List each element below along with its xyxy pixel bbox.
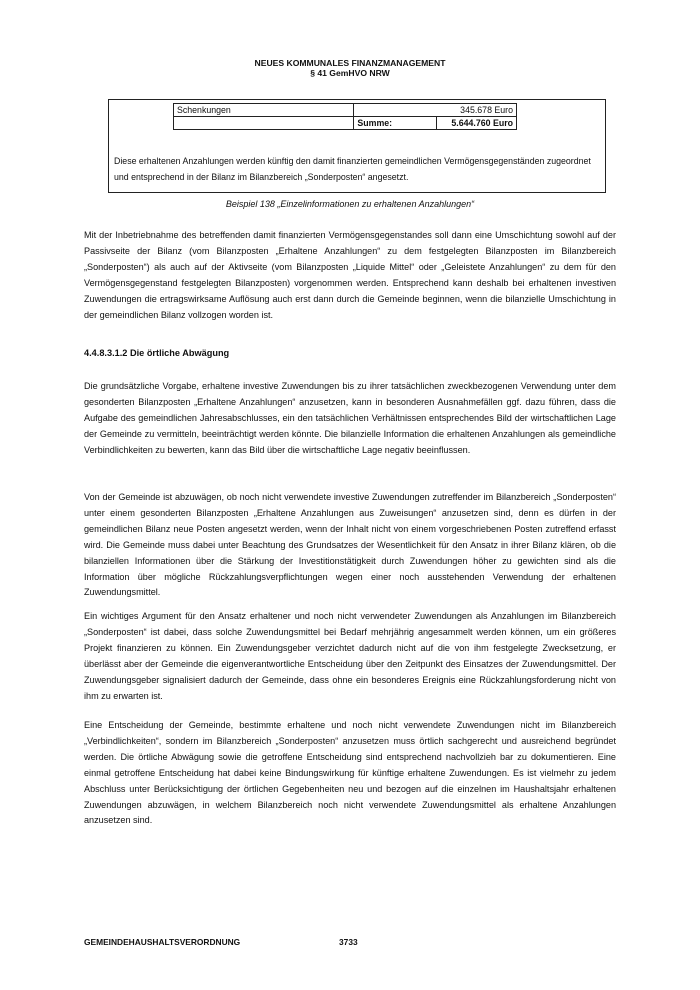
example-note: Diese erhaltenen Anzahlungen werden künftig den damit finanzierten gemeindlichen Vermögensgegenständen zugeordnet und entsprechend in der Bilanz im Bilanzbereich „Sonderposten“ angesetzt.: [114, 156, 591, 182]
table-cell-sum-label: Summe:: [354, 117, 437, 130]
table-cell-value: 345.678 Euro: [437, 104, 517, 117]
table-cell-label: Schenkungen: [174, 104, 354, 117]
table-cell-label: [174, 117, 354, 130]
table-cell-sum-label: [354, 104, 437, 117]
table-cell-value: 5.644.760 Euro: [437, 117, 517, 130]
paragraph: Von der Gemeinde ist abzuwägen, ob noch nicht verwendete investive Zuwendungen zutreffender im Bilanzbereich „Sonderposten“ unter einem gesonderten Bilanzposten „Erhaltene Anzahlungen aus Zuweisungen“ anzusetzen sind, denn es dürfen in der gemeindlichen Bilanz neue Posten angesetzt werden, wenn der Inhalt nicht von einem vorgeschriebenen Posten zutreffend erfasst wird. Die Gemeinde muss dabei unter Beachtung des Grundsatzes der Wesentlichkeit für den Ansatz in ihrer Bilanz klären, ob die bilanziellen Informationen über die Stärkung der Investitionstätigkeit durch Zuwendungen höher zu gewichten sind als die Information über mögliche Rückzahlungsverpflichtungen wegen einer noch ausstehenden Verwendung der erhaltenen Zuwendungsmittel.: [84, 492, 616, 598]
figure-caption: Beispiel 138 „Einzelinformationen zu erhaltenen Anzahlungen“: [225, 199, 475, 209]
paragraph: Eine Entscheidung der Gemeinde, bestimmte erhaltene und noch nicht verwendete Zuwendungen nicht im Bilanzbereich „Verbindlichkeiten“, sondern im Bilanzbereich „Sonderposten“ anzusetzen muss örtlich sachgerecht und ausreichend begründet werden. Die örtliche Abwägung sowie die getroffene Entscheidung sind entsprechend nachvollzieh bar zu dokumentieren. Eine einmal getroffene Entscheidung hat dabei keine Bindungswirkung für künftige erhaltene Zuwendungen. Es ist vielmehr zu jedem Abschluss unter Berücksichtigung der örtlichen Gegebenheiten neu und bezogen auf die einzelnen im Haushaltsjahr erhaltenen Zuwendungen abzuwägen, in welchem Bilanzbereich noch nicht verwendete Zuwendungsmittel als erhaltene Anzahlungen anzusetzen sind.: [84, 720, 616, 826]
section-heading: 4.4.8.3.1.2 Die örtliche Abwägung: [84, 348, 230, 358]
header-title: NEUES KOMMUNALES FINANZMANAGEMENT: [254, 58, 446, 68]
table-row: [174, 104, 517, 117]
footer-title: GEMEINDEHAUSHALTSVERORDNUNG: [84, 937, 241, 947]
paragraph: Ein wichtiges Argument für den Ansatz erhaltener und noch nicht verwendeter Zuwendungen als Anzahlungen im Bilanzbereich „Sonderposten“ ist dabei, dass solche Zuwendungsmittel bei Bedarf mehrjährig angesammelt werden können, um ein größeres Projekt finanzieren zu können. Ein Zuwendungsgeber verzichtet dadurch nicht auf die von ihm festgelegte Zwecksetzung, er überlässt aber der Gemeinde die eigenverantwortliche Entscheidung über den Zeitpunkt des Einsatzes der Zuwendungsmittel. Der Zuwendungsgeber signalisiert dadurch der Gemeinde, dass ohne ein besonderes Ereignis eine Rückzahlungsforderung nicht von ihm zu erwarten ist.: [84, 611, 616, 701]
intro-paragraph: Mit der Inbetriebnahme des betreffenden damit finanzierten Vermögensgegenstandes soll dann eine Umschichtung sowohl auf der Passivseite der Bilanz (vom Bilanzposten „Erhaltene Anzahlungen“ zu dem festgelegten Bilanzposten im Bilanzbereich „Sonderposten“) als auch auf der Aktivseite (vom Bilanzposten „Liquide Mittel“ oder „Geleistete Anzahlungen“ zu dem für den Vermögensgegenstand festgelegten Bilanzposten) vorgenommen werden. Entsprechend kann deshalb bei erhaltenen investiven Zuwendungen die ertragswirksame Auflösung auch erst dann durch die Gemeinde beginnen, wenn die bilanzielle Umschichtung in der gemeindlichen Bilanz vollzogen worden ist.: [84, 230, 616, 320]
paragraph: Die grundsätzliche Vorgabe, erhaltene investive Zuwendungen bis zu ihrer tatsächlichen zweckbezogenen Verwendung unter dem gesonderten Bilanzposten „Erhaltene Anzahlungen“ anzusetzen, kann in besonderen Ausnahmefällen ggf. dazu führen, dass die Aufgabe des gemeindlichen Jahresabschlusses, ein den tatsächlichen Verhältnissen entsprechendes Bild der wirtschaftlichen Lage der Gemeinde zu vermitteln, beeinträchtigt werden könnte. Die bilanzielle Information die erhaltenen Anzahlungen als gemeindliche Verbindlichkeiten zu bewerten, kann das Bild über die wirtschaftliche Lage negativ beeinflussen.: [84, 381, 616, 455]
table-row: [174, 117, 517, 130]
header-subtitle: § 41 GemHVO NRW: [310, 68, 390, 78]
example-table: [173, 103, 517, 130]
page-number: 3733: [339, 937, 358, 947]
